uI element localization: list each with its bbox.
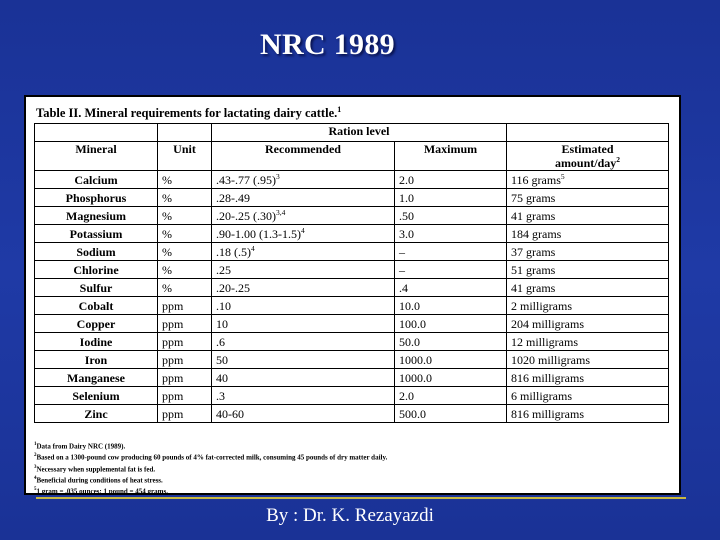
cell-mineral (35, 225, 158, 243)
cell-unit (158, 261, 212, 279)
cell-maximum (395, 207, 507, 225)
table-row (35, 261, 681, 279)
cell-amount (507, 279, 669, 297)
cell-amount-text: 816 milligrams (511, 406, 584, 421)
cell-recommended-text: 40-60 (216, 406, 244, 421)
cell-recommended (212, 225, 395, 243)
cell-unit (158, 189, 212, 207)
cell-maximum-text: 3.0 (399, 226, 414, 241)
cell-mineral (35, 351, 158, 369)
row-scroll-gap (669, 189, 681, 207)
cell-recommended-text: .18 (.5) (216, 244, 251, 259)
cell-maximum-text: 10.0 (399, 298, 420, 313)
cell-amount-text: 51 grams (511, 262, 556, 277)
cell-mineral-text: Magnesium (66, 208, 126, 223)
cell-mineral-text: Phosphorus (65, 190, 127, 205)
cell-mineral (35, 333, 158, 351)
cell-maximum (395, 369, 507, 387)
header-recommended: Recommended (212, 142, 395, 171)
row-scroll-gap (669, 387, 681, 405)
footnote-text: 1 gram = .035 ounces; 1 pound = 454 grams. (36, 487, 168, 496)
cell-maximum-text: – (399, 262, 405, 277)
footnote (34, 474, 387, 485)
cell-mineral-text: Manganese (67, 370, 125, 385)
cell-recommended (212, 207, 395, 225)
cell-maximum-text: 50.0 (399, 334, 420, 349)
cell-unit-text: % (162, 280, 172, 295)
footnote-text: Data from Dairy NRC (1989). (36, 442, 126, 451)
cell-maximum-text: 100.0 (399, 316, 426, 331)
cell-maximum (395, 387, 507, 405)
cell-amount (507, 315, 669, 333)
table-row (35, 351, 681, 369)
cell-recommended-text: .25 (216, 262, 231, 277)
cell-unit-text: % (162, 226, 172, 241)
cell-recommended-sup: 4 (251, 243, 255, 253)
cell-unit (158, 315, 212, 333)
cell-unit (158, 297, 212, 315)
cell-mineral (35, 297, 158, 315)
cell-recommended-text: .43-.77 (.95) (216, 172, 276, 187)
cell-recommended (212, 405, 395, 423)
row-scroll-gap (669, 297, 681, 315)
footnote-sup: 2 (34, 453, 37, 459)
cell-recommended-text: .28-.49 (216, 190, 250, 205)
cell-recommended (212, 369, 395, 387)
cell-mineral-text: Potassium (69, 226, 123, 241)
cell-mineral (35, 189, 158, 207)
cell-mineral-text: Iodine (79, 334, 113, 349)
cell-amount-text: 816 milligrams (511, 370, 584, 385)
cell-mineral-text: Iron (84, 352, 108, 367)
cell-amount (507, 387, 669, 405)
row-scroll-gap (669, 279, 681, 297)
footnote (34, 451, 387, 462)
cell-mineral-text: Selenium (72, 388, 120, 403)
cell-maximum-text: .50 (399, 208, 414, 223)
table-footnotes (34, 440, 387, 497)
header-ration-level: Ration level (212, 124, 507, 142)
footnote-sup: 4 (34, 475, 37, 481)
cell-amount-text: 184 grams (511, 226, 562, 241)
cell-amount (507, 261, 669, 279)
table-row (35, 189, 681, 207)
cell-mineral-text: Sulfur (79, 280, 113, 295)
cell-maximum (395, 171, 507, 189)
mineral-table-panel (24, 95, 681, 495)
cell-amount-text: 41 grams (511, 208, 556, 223)
cell-maximum (395, 351, 507, 369)
cell-recommended-sup: 3 (276, 171, 280, 181)
cell-recommended-text: .20-.25 (216, 280, 250, 295)
cell-mineral-text: Calcium (74, 172, 118, 187)
cell-recommended (212, 315, 395, 333)
cell-recommended (212, 387, 395, 405)
cell-amount-text: 6 milligrams (511, 388, 572, 403)
cell-unit (158, 171, 212, 189)
cell-recommended-text: .90-1.00 (1.3-1.5) (216, 226, 301, 241)
cell-unit-text: % (162, 190, 172, 205)
cell-amount-text: 116 grams (511, 172, 561, 187)
cell-maximum (395, 315, 507, 333)
cell-maximum-text: 500.0 (399, 406, 426, 421)
cell-mineral (35, 243, 158, 261)
row-scroll-gap (669, 333, 681, 351)
header-row-group (35, 124, 681, 142)
header-estimated-line2: amount/day (554, 156, 617, 170)
cell-unit-text: ppm (162, 352, 184, 367)
cell-recommended (212, 279, 395, 297)
cell-unit-text: ppm (162, 334, 184, 349)
table-row (35, 225, 681, 243)
cell-unit (158, 387, 212, 405)
cell-amount (507, 171, 669, 189)
cell-maximum-text: – (399, 244, 405, 259)
slide-title: NRC 1989 (260, 28, 395, 61)
header-maximum: Maximum (395, 142, 507, 171)
cell-mineral (35, 207, 158, 225)
table-row (35, 243, 681, 261)
cell-mineral (35, 171, 158, 189)
cell-amount-text: 75 grams (511, 190, 556, 205)
cell-amount-text: 12 milligrams (511, 334, 578, 349)
cell-unit-text: ppm (162, 406, 184, 421)
footer-divider (36, 497, 686, 499)
footnote-sup: 3 (34, 464, 37, 470)
table-row (35, 297, 681, 315)
cell-maximum (395, 243, 507, 261)
cell-recommended (212, 351, 395, 369)
header-blank-mineral (35, 124, 158, 142)
cell-recommended (212, 243, 395, 261)
cell-maximum (395, 279, 507, 297)
cell-amount (507, 405, 669, 423)
cell-amount (507, 351, 669, 369)
cell-unit-text: % (162, 262, 172, 277)
cell-mineral (35, 315, 158, 333)
row-scroll-gap (669, 171, 681, 189)
footnote (34, 440, 387, 451)
cell-mineral-text: Copper (76, 316, 116, 331)
header-unit: Unit (158, 142, 212, 171)
cell-mineral-text: Sodium (76, 244, 116, 259)
cell-mineral (35, 279, 158, 297)
cell-unit-text: ppm (162, 298, 184, 313)
cell-amount-text: 1020 milligrams (511, 352, 590, 367)
row-scroll-gap (669, 351, 681, 369)
cell-unit (158, 279, 212, 297)
row-scroll-gap (669, 243, 681, 261)
mineral-rows (35, 171, 681, 423)
footnote-sup: 5 (34, 487, 37, 493)
cell-maximum (395, 225, 507, 243)
mineral-requirements-table (34, 123, 681, 423)
cell-recommended (212, 333, 395, 351)
header-mineral: Mineral (35, 142, 158, 171)
cell-unit-text: % (162, 172, 172, 187)
table-row (35, 279, 681, 297)
footnote-text: Based on a 1300-pound cow producing 60 pounds of 4% fat-corrected milk, consuming 45 pounds of dry matter daily. (36, 453, 388, 462)
cell-recommended-text: .10 (216, 298, 231, 313)
cell-maximum-text: 1.0 (399, 190, 414, 205)
cell-amount (507, 225, 669, 243)
cell-mineral-text: Chlorine (73, 262, 119, 277)
cell-unit (158, 369, 212, 387)
cell-recommended-text: .6 (216, 334, 225, 349)
row-scroll-gap (669, 405, 681, 423)
cell-unit (158, 405, 212, 423)
table-caption (36, 105, 341, 121)
cell-unit (158, 351, 212, 369)
cell-recommended-text: 10 (216, 316, 228, 331)
cell-unit (158, 225, 212, 243)
cell-maximum-text: 2.0 (399, 172, 414, 187)
footnote (34, 485, 387, 496)
cell-mineral-text: Cobalt (78, 298, 114, 313)
cell-amount (507, 297, 669, 315)
cell-unit (158, 333, 212, 351)
cell-amount (507, 369, 669, 387)
header-row-columns (35, 142, 681, 171)
cell-mineral (35, 405, 158, 423)
table-row (35, 405, 681, 423)
row-scroll-gap (669, 207, 681, 225)
header-blank-unit (158, 124, 212, 142)
cell-maximum (395, 261, 507, 279)
footnote-text: Beneficial during conditions of heat stress. (36, 476, 163, 485)
cell-unit-text: ppm (162, 316, 184, 331)
cell-recommended-text: .20-.25 (.30) (216, 208, 276, 223)
header-estimated-line1: Estimated (561, 142, 614, 156)
cell-maximum (395, 405, 507, 423)
row-scroll-gap (669, 315, 681, 333)
cell-amount (507, 207, 669, 225)
cell-maximum-text: .4 (399, 280, 408, 295)
cell-mineral (35, 387, 158, 405)
footnote-text: Necessary when supplemental fat is fed. (36, 464, 156, 473)
table-row (35, 387, 681, 405)
cell-recommended-sup: 3,4 (276, 207, 286, 217)
table-caption-text: Table II. Mineral requirements for lactating dairy cattle. (36, 106, 338, 121)
cell-amount (507, 333, 669, 351)
cell-recommended-text: .3 (216, 388, 225, 403)
cell-maximum-text: 2.0 (399, 388, 414, 403)
table-caption-sup: 1 (337, 105, 342, 114)
cell-mineral (35, 369, 158, 387)
cell-recommended (212, 171, 395, 189)
cell-amount-text: 41 grams (511, 280, 556, 295)
cell-recommended-text: 50 (216, 352, 228, 367)
cell-recommended (212, 261, 395, 279)
cell-recommended-text: 40 (216, 370, 228, 385)
cell-maximum (395, 333, 507, 351)
header-estimated (507, 142, 669, 171)
table-row (35, 369, 681, 387)
table-row (35, 207, 681, 225)
cell-mineral-text: Zinc (84, 406, 108, 421)
cell-maximum-text: 1000.0 (399, 352, 432, 367)
footnote (34, 463, 387, 474)
cell-recommended (212, 189, 395, 207)
cell-unit-text: % (162, 244, 172, 259)
cell-amount (507, 189, 669, 207)
cell-recommended (212, 297, 395, 315)
cell-recommended-sup: 4 (300, 225, 305, 235)
cell-amount-text: 37 grams (511, 244, 556, 259)
cell-maximum (395, 297, 507, 315)
header-scroll-gap (669, 124, 681, 142)
cell-unit-text: ppm (162, 370, 184, 385)
footnote-sup: 1 (34, 442, 37, 447)
header-estimated-sup: 2 (616, 155, 621, 164)
author-credit: By : Dr. K. Rezayazdi (266, 505, 434, 526)
table-row (35, 315, 681, 333)
cell-unit-text: ppm (162, 388, 184, 403)
row-scroll-gap (669, 369, 681, 387)
cell-unit (158, 243, 212, 261)
cell-amount-text: 2 milligrams (511, 298, 572, 313)
row-scroll-gap (669, 261, 681, 279)
cell-amount (507, 243, 669, 261)
cell-unit-text: % (162, 208, 172, 223)
cell-unit (158, 207, 212, 225)
table-row (35, 171, 681, 189)
cell-amount-text: 204 milligrams (511, 316, 584, 331)
row-scroll-gap (669, 225, 681, 243)
header-blank-estimated (507, 124, 669, 142)
cell-mineral (35, 261, 158, 279)
cell-maximum (395, 189, 507, 207)
table-row (35, 333, 681, 351)
header-scroll-gap-2 (669, 142, 681, 171)
cell-maximum-text: 1000.0 (399, 370, 432, 385)
cell-amount-sup: 5 (560, 171, 565, 181)
